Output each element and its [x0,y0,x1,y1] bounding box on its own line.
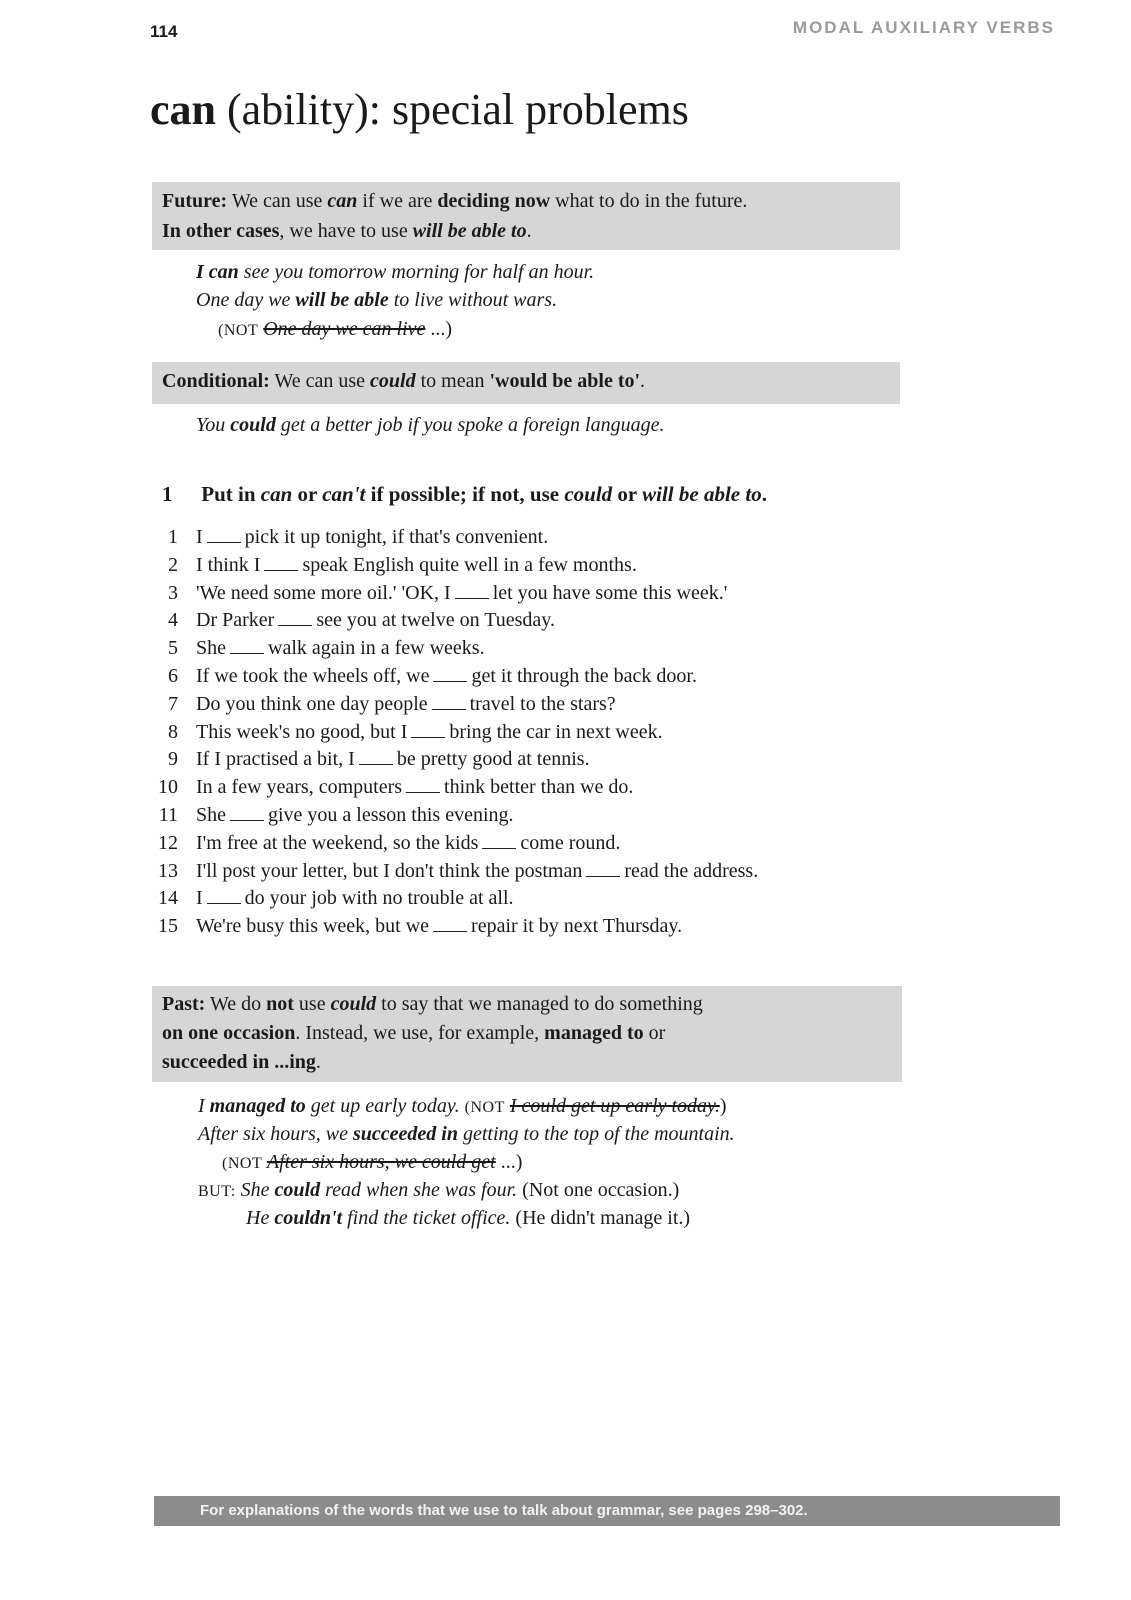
past-example-1-strike: I could get up early today. [509,1095,720,1117]
exercise-item-after: read the address. [624,859,759,882]
past-example-2 [198,1120,735,1148]
past-could: could [330,993,377,1015]
exercise-heading-cant: can't [322,482,366,506]
past-rule-box [152,986,902,1082]
exercise-item-1 [148,524,908,552]
conditional-could: could [370,370,416,392]
answer-blank[interactable] [411,721,445,738]
past-example-5 [246,1204,690,1232]
exercise-item-after: do your job with no trouble at all. [244,887,514,910]
exercise-heading-p4: or [617,482,637,506]
past-example-3-close: ...) [500,1151,523,1173]
exercise-item-after: get it through the back door. [471,664,697,687]
conditional-example-a: You [196,414,226,436]
answer-blank[interactable] [207,526,241,543]
page-title-bold: can [150,85,216,134]
past-example-2-a: After six hours, we [198,1123,348,1145]
answer-blank[interactable] [230,637,264,654]
exercise-heading [162,482,767,507]
past-label: Past: [162,993,206,1015]
future-example-1-bold: I can [196,261,239,283]
exercise-item-14 [148,885,908,913]
past-example-5-bold: couldn't [274,1207,343,1229]
exercise-item-number: 15 [158,915,178,938]
exercise-item-after: speak English quite well in a few months. [302,553,637,576]
past-example-4 [198,1176,679,1206]
answer-blank[interactable] [432,693,466,710]
exercise-item-before: We're busy this week, but we [196,915,430,938]
exercise-item-after: be pretty good at tennis. [396,748,590,771]
conditional-text-2: to mean [420,370,485,392]
exercise-heading-can: can [260,482,293,506]
past-example-5-b: find the ticket office. [347,1207,511,1229]
conditional-rule-box [152,362,900,404]
past-example-1-a: I [198,1095,205,1117]
exercise-heading-p5: . [761,482,767,506]
past-example-3 [222,1148,522,1178]
past-example-2-bold: succeeded in [353,1123,458,1145]
exercise-heading-p1: Put in [201,482,256,506]
exercise-item-before: I [196,526,203,548]
exercise-item-after: repair it by next Thursday. [471,915,683,938]
exercise-item-after: see you at twelve on Tuesday. [316,609,555,632]
exercise-item-number: 1 [168,526,178,548]
past-example-5-note: (He didn't manage it.) [515,1207,691,1229]
future-rule-box [152,182,900,250]
exercise-item-number: 13 [158,859,178,882]
exercise-item-before: 'We need some more oil.' 'OK, I [196,581,451,604]
answer-blank[interactable] [482,832,516,849]
future-text-3: what to do in the future. [555,190,748,212]
past-on-one-occasion: on one occasion [162,1022,296,1044]
past-example-1-not: (NOT [464,1099,505,1116]
exercise-item-before: I'll post your letter, but I don't think the postman [196,859,583,882]
page-number: 114 [150,22,178,41]
exercise-item-2 [148,552,908,580]
exercise-item-number: 11 [158,803,178,826]
exercise-heading-p2: or [297,482,317,506]
exercise-heading-will-be-able-to: will be able to [642,482,762,506]
past-example-4-a: She [240,1179,270,1201]
past-example-1-bold: managed to [209,1095,306,1117]
past-example-1-close: ) [719,1095,727,1117]
exercise-item-number: 14 [158,887,178,910]
exercise-item-number: 12 [158,831,178,854]
conditional-label: Conditional: [162,370,270,392]
past-example-4-note: (Not one occasion.) [522,1179,680,1201]
exercise-item-before: Do you think one day people [196,692,428,715]
exercise-item-11 [148,802,908,830]
exercise-number: 1 [162,482,173,506]
running-header: MODAL AUXILIARY VERBS [792,18,1055,37]
answer-blank[interactable] [433,665,467,682]
answer-blank[interactable] [359,748,393,765]
future-in-other-cases: In other cases [162,220,280,242]
future-text-2: if we are [362,190,433,212]
exercise-item-before: I'm free at the weekend, so the kids [196,831,479,854]
future-text-5: . [526,220,532,242]
answer-blank[interactable] [264,554,298,571]
exercise-item-after: pick it up tonight, if that's convenient. [244,526,549,548]
future-can: can [327,190,358,212]
exercise-item-after: walk again in a few weeks. [268,637,485,660]
footer-banner: For explanations of the words that we use to talk about grammar, see pages 298–302. [154,1496,1060,1526]
exercise-item-before: In a few years, computers [196,776,403,799]
exercise-item-number: 9 [168,748,178,771]
exercise-item-after: give you a lesson this evening. [268,803,514,826]
future-example-2-a: One day we [196,289,291,311]
exercise-item-10 [148,774,908,802]
exercise-item-6 [148,663,908,691]
exercise-item-before: If I practised a bit, I [196,748,355,771]
conditional-example-b: get a better job if you spoke a foreign language. [280,414,665,436]
page-title [150,84,689,135]
exercise-item-after: let you have some this week.' [492,581,728,604]
past-example-4-but: BUT: [198,1183,236,1200]
exercise-item-before: I [196,887,203,910]
past-example-3-open: (NOT [222,1155,263,1172]
future-deciding-now: deciding now [437,190,551,212]
past-example-3-strike: After six hours, we could get [266,1151,496,1173]
past-example-5-a: He [246,1207,270,1229]
exercise-item-before: This week's no good, but I [196,720,408,743]
future-example-3-close: ...) [430,318,453,340]
answer-blank[interactable] [455,582,489,599]
exercise-item-before: She [196,637,226,660]
future-example-3 [218,315,452,345]
exercise-item-number: 7 [168,692,178,715]
exercise-item-number: 3 [168,581,178,604]
conditional-meaning: 'would be able to' [489,370,641,392]
exercise-item-number: 5 [168,637,178,660]
exercise-item-after: bring the car in next week. [449,720,663,743]
exercise-item-after: travel to the stars? [469,692,616,715]
future-example-2-bold: will be able [295,289,389,311]
exercise-item-before: She [196,803,226,826]
past-text-5: or [648,1022,666,1044]
answer-blank[interactable] [406,776,440,793]
past-example-1 [198,1092,727,1122]
future-example-1-rest: see you tomorrow morning for half an hour. [243,261,595,283]
conditional-example-bold: could [230,414,276,436]
future-will-be-able-to: will be able to [412,220,527,242]
future-label: Future: [162,190,228,212]
past-not: not [266,993,294,1015]
answer-blank[interactable] [586,860,620,877]
answer-blank[interactable] [433,915,467,932]
future-text-1: We can use [231,190,323,212]
past-example-1-b: get up early today. [310,1095,460,1117]
exercise-item-after: think better than we do. [444,776,634,799]
exercise-item-before: I think I [196,553,261,576]
exercise-list [148,524,908,941]
future-text-4: , we have to use [279,220,408,242]
future-example-3-strike: One day we can live [263,318,426,340]
future-example-2-b: to live without wars. [393,289,558,311]
past-example-2-b: getting to the top of the mountain. [462,1123,735,1145]
past-text-2: use [298,993,326,1015]
exercise-item-5 [148,635,908,663]
exercise-item-number: 6 [168,664,178,687]
exercise-item-number: 2 [168,553,178,576]
exercise-item-3 [148,580,908,608]
exercise-item-7 [148,691,908,719]
exercise-heading-p3: if possible; if not, use [370,482,560,506]
future-example-2 [196,286,557,314]
past-example-4-b: read when she was four. [325,1179,518,1201]
exercise-item-number: 8 [168,720,178,743]
exercise-heading-could: could [564,482,613,506]
past-example-4-bold: could [274,1179,321,1201]
exercise-item-number: 4 [168,609,178,632]
exercise-item-9 [148,746,908,774]
exercise-item-after: come round. [520,831,621,854]
exercise-item-15 [148,913,908,941]
page-title-rest: (ability): special problems [227,85,689,134]
exercise-item-before: Dr Parker [196,609,275,632]
exercise-item-13 [148,858,908,886]
answer-blank[interactable] [278,609,312,626]
past-text-4: . Instead, we use, for example, [295,1022,540,1044]
past-text-6: . [315,1051,321,1073]
conditional-text-3: . [640,370,646,392]
past-managed-to: managed to [544,1022,644,1044]
conditional-text-1: We can use [274,370,366,392]
exercise-item-12 [148,830,908,858]
past-text-3: to say that we managed to do something [381,993,703,1015]
answer-blank[interactable] [207,887,241,904]
exercise-item-number: 10 [158,776,178,799]
exercise-item-before: If we took the wheels off, we [196,664,430,687]
answer-blank[interactable] [230,804,264,821]
exercise-item-8 [148,719,908,747]
exercise-item-4 [148,607,908,635]
past-succeeded-in: succeeded in ...ing [162,1051,316,1073]
past-text-1: We do [209,993,262,1015]
future-example-3-open: (NOT [218,322,259,339]
conditional-example [196,411,665,439]
future-example-1 [196,258,594,286]
